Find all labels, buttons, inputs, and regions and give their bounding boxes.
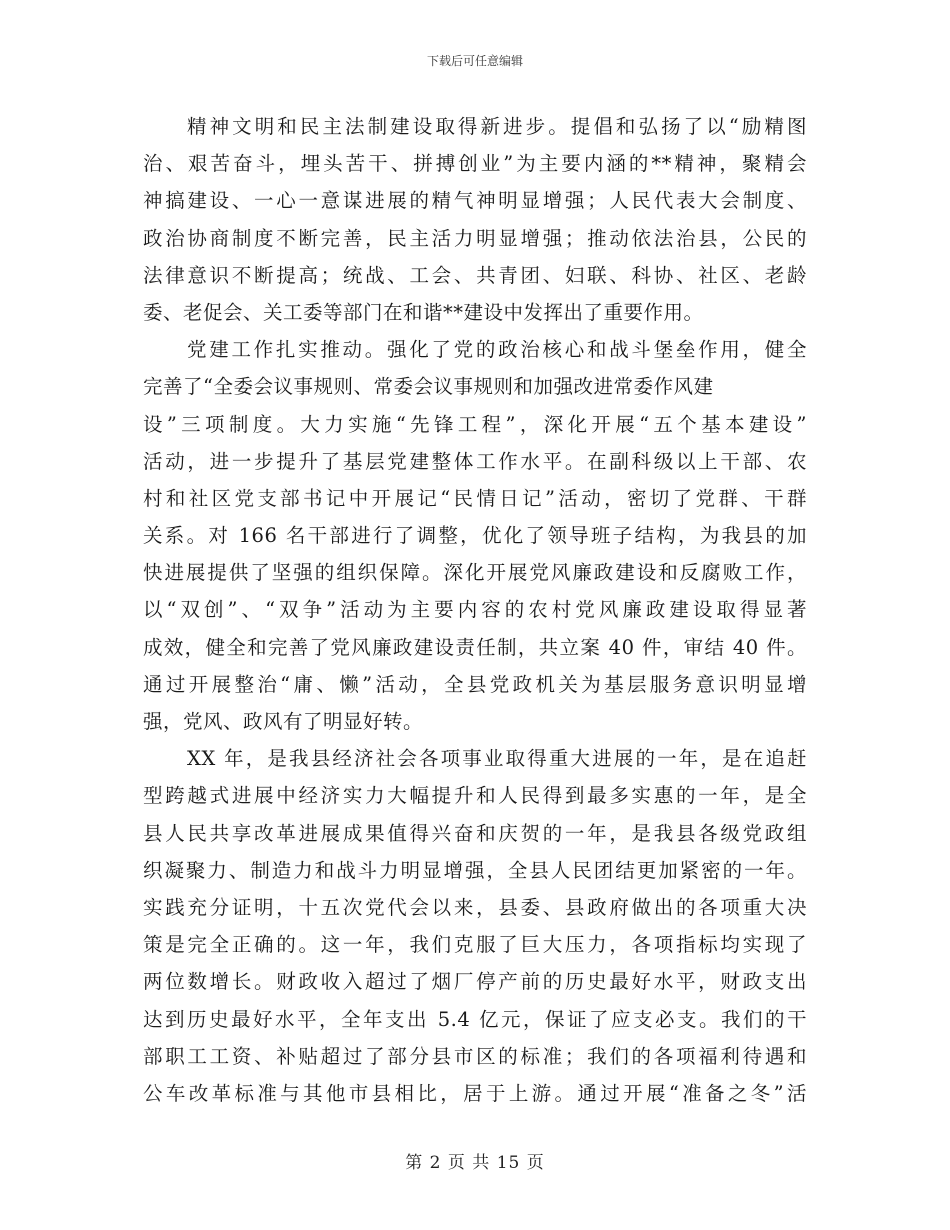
- text-line: 完善了“全委会议事规则、常委会议事规则和加强改进常委作风建: [143, 375, 714, 399]
- text-line: 达到历史最好水平，全年支出 5.4 亿元，保证了应支必支。我们的干: [143, 1007, 807, 1031]
- text-line: 快进展提供了坚强的组织保障。深化开展党风廉政建设和反腐败工作，: [143, 561, 807, 585]
- text-line: 党建工作扎实推动。强化了党的政治核心和战斗堡垒作用，健全: [187, 338, 807, 362]
- document-body: [143, 108, 807, 1112]
- text-line: 委、老促会、关工委等部门在和谐**建设中发挥出了重要作用。: [143, 300, 704, 324]
- text-line: 神搞建设、一心一意谋进展的精气神明显增强；人民代表大会制度、: [143, 189, 807, 213]
- text-line: 实践充分证明，十五次党代会以来，县委、县政府做出的各项重大决: [143, 895, 807, 919]
- text-line: 织凝聚力、制造力和战斗力明显增强，全县人民团结更加紧密的一年。: [143, 858, 807, 882]
- page-header: 下载后可任意编辑: [426, 54, 523, 68]
- text-line: 策是完全正确的。这一年，我们克服了巨大压力，各项指标均实现了: [143, 933, 807, 957]
- page-footer: 第 2 页 共 15 页: [405, 1153, 545, 1173]
- text-line: 村和社区党支部书记中开展记“民情日记”活动，密切了党群、干群: [143, 486, 807, 510]
- text-line: 通过开展整治“庸、懒”活动，全县党政机关为基层服务意识明显增: [143, 672, 807, 696]
- text-line: 以“双创”、“双争”活动为主要内容的农村党风廉政建设取得显著: [143, 598, 807, 622]
- text-line: 活动，进一步提升了基层党建整体工作水平。在副科级以上干部、农: [143, 449, 807, 473]
- text-line: 治、艰苦奋斗，埋头苦干、拼搏创业”为主要内涵的**精神，聚精会: [143, 152, 807, 176]
- text-line: 公车改革标准与其他市县相比，居于上游。通过开展“准备之冬”活: [143, 1081, 807, 1105]
- text-line: 部职工工资、补贴超过了部分县市区的标准；我们的各项福利待遇和: [143, 1044, 807, 1068]
- text-line: XX 年，是我县经济社会各项事业取得重大进展的一年，是在追赶: [187, 747, 807, 771]
- text-line: 成效，健全和完善了党风廉政建设责任制，共立案 40 件，审结 40 件。: [143, 635, 807, 659]
- text-line: 县人民共享改革进展成果值得兴奋和庆贺的一年，是我县各级党政组: [143, 821, 807, 845]
- text-line: 政治协商制度不断完善，民主活力明显增强；推动依法治县，公民的: [143, 226, 807, 250]
- text-line: 强，党风、政风有了明显好转。: [143, 710, 424, 733]
- text-line: 精神文明和民主法制建设取得新进步。提倡和弘扬了以“励精图: [187, 115, 807, 138]
- text-line: 法律意识不断提高；统战、工会、共青团、妇联、科协、社区、老龄: [143, 263, 807, 287]
- text-line: 两位数增长。财政收入超过了烟厂停产前的历史最好水平，财政支出: [143, 970, 807, 994]
- text-line: 型跨越式进展中经济实力大幅提升和人民得到最多实惠的一年，是全: [143, 784, 807, 808]
- text-line: 设”三项制度。大力实施“先锋工程”，深化开展“五个基本建设”: [143, 412, 807, 436]
- text-line: 关系。对 166 名干部进行了调整，优化了领导班子结构，为我县的加: [143, 524, 807, 548]
